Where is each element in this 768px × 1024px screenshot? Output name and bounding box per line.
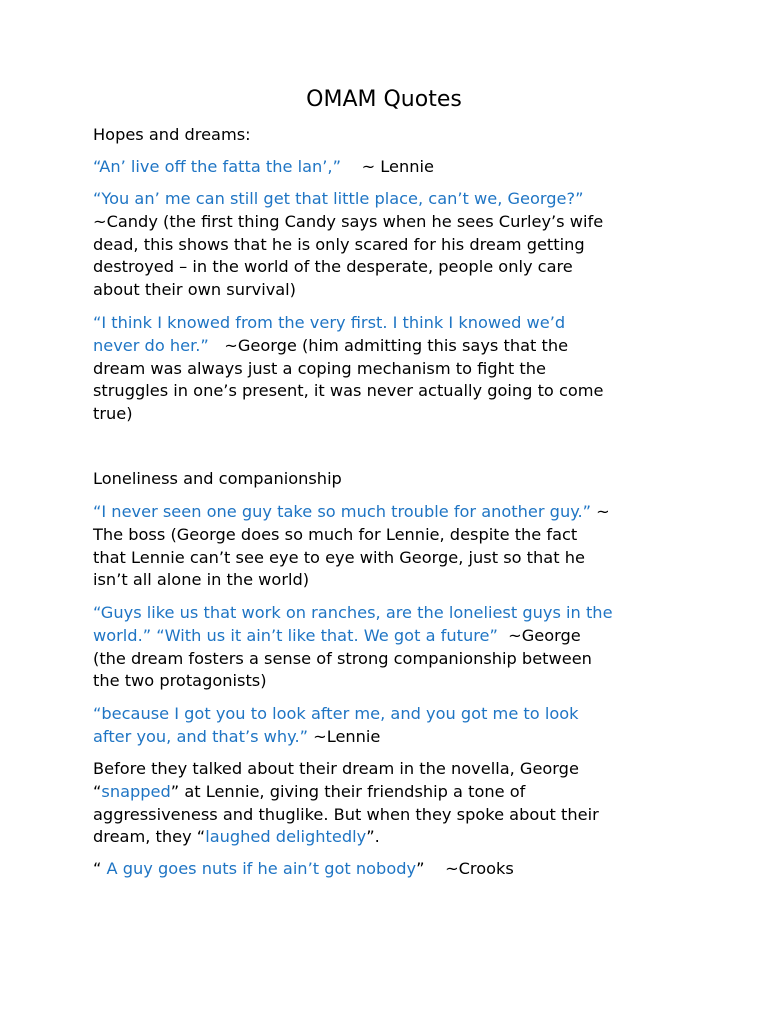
attribution-text: ~George (508, 625, 581, 645)
section-heading-hopes (93, 124, 683, 147)
analysis-line: (the dream fosters a sense of strong companionship between (93, 648, 592, 668)
analysis-text: ~George (him admitting this says that the (224, 335, 569, 355)
quote-text: “Guys like us that work on ranches, are the loneliest guys in the (93, 603, 613, 622)
quote-mark: “ (93, 859, 102, 878)
heading-text: Hopes and dreams: (93, 125, 251, 144)
quote-text: “I think I knowed from the very first. I think I knowed we’d (93, 313, 566, 332)
analysis-line: dream was always just a coping mechanism to fight the (93, 358, 546, 378)
analysis-line: destroyed – in the world of the desperate, people only care (93, 257, 573, 277)
quote-paragraph (93, 156, 683, 179)
quote-text: “because I got you to look after me, and you got me to look (93, 704, 579, 723)
quote-paragraph (93, 602, 683, 693)
quote-mark: ” (416, 859, 425, 878)
analysis-line: about their own survival) (93, 280, 296, 300)
analysis-line: Before they talked about their dream in the novella, George (93, 759, 579, 778)
quote-paragraph (93, 501, 683, 592)
quote-text: after you, and that’s why.” (93, 726, 308, 746)
analysis-line: The boss (George does so much for Lennie, despite the fact (93, 524, 578, 544)
analysis-text: ”. (366, 827, 380, 847)
quote-paragraph (93, 188, 683, 302)
quote-text: never do her.” (93, 335, 209, 355)
analysis-text: ” at Lennie, giving their friendship a tone of (170, 781, 526, 801)
analysis-line: struggles in one’s present, it was never actually going to come (93, 381, 604, 401)
quote-text: world.” “With us it ain’t like that. We got a future” (93, 625, 498, 645)
analysis-line: dead, this shows that he is only scared for his dream getting (93, 234, 585, 254)
analysis-line: aggressiveness and thuglike. But when they spoke about their (93, 804, 599, 824)
quote-word: laughed delightedly (205, 827, 367, 847)
analysis-paragraph (93, 758, 683, 849)
analysis-line: the two protagonists) (93, 671, 267, 691)
analysis-text: dream, they “ (93, 827, 206, 847)
attribution-text: ~Crooks (445, 859, 514, 878)
heading-text: Loneliness and companionship (93, 469, 342, 488)
quote-text: A guy goes nuts if he ain’t got nobody (106, 859, 417, 878)
attribution-text: ~ Lennie (361, 157, 434, 176)
quote-paragraph (93, 858, 683, 881)
section-heading-loneliness (93, 468, 683, 491)
attribution-text: ~Lennie (313, 726, 381, 746)
analysis-line: ~Candy (the first thing Candy says when he sees Curley’s wife (93, 211, 604, 231)
quote-word: snapped (101, 781, 171, 801)
quote-paragraph (93, 703, 683, 749)
analysis-text: “ (93, 781, 102, 801)
page-title: OMAM Quotes (306, 87, 462, 112)
quote-text: “You an’ me can still get that little place, can’t we, George?” (93, 189, 584, 208)
quote-text: “I never seen one guy take so much trouble for another guy.” (93, 502, 592, 521)
quote-text: “An’ live off the fatta the lan’,” (93, 157, 341, 176)
analysis-line: that Lennie can’t see eye to eye with George, just so that he (93, 547, 585, 567)
quote-paragraph (93, 312, 683, 426)
analysis-text: ~ (596, 502, 610, 521)
analysis-line: isn’t all alone in the world) (93, 570, 310, 590)
analysis-line: true) (93, 404, 133, 424)
